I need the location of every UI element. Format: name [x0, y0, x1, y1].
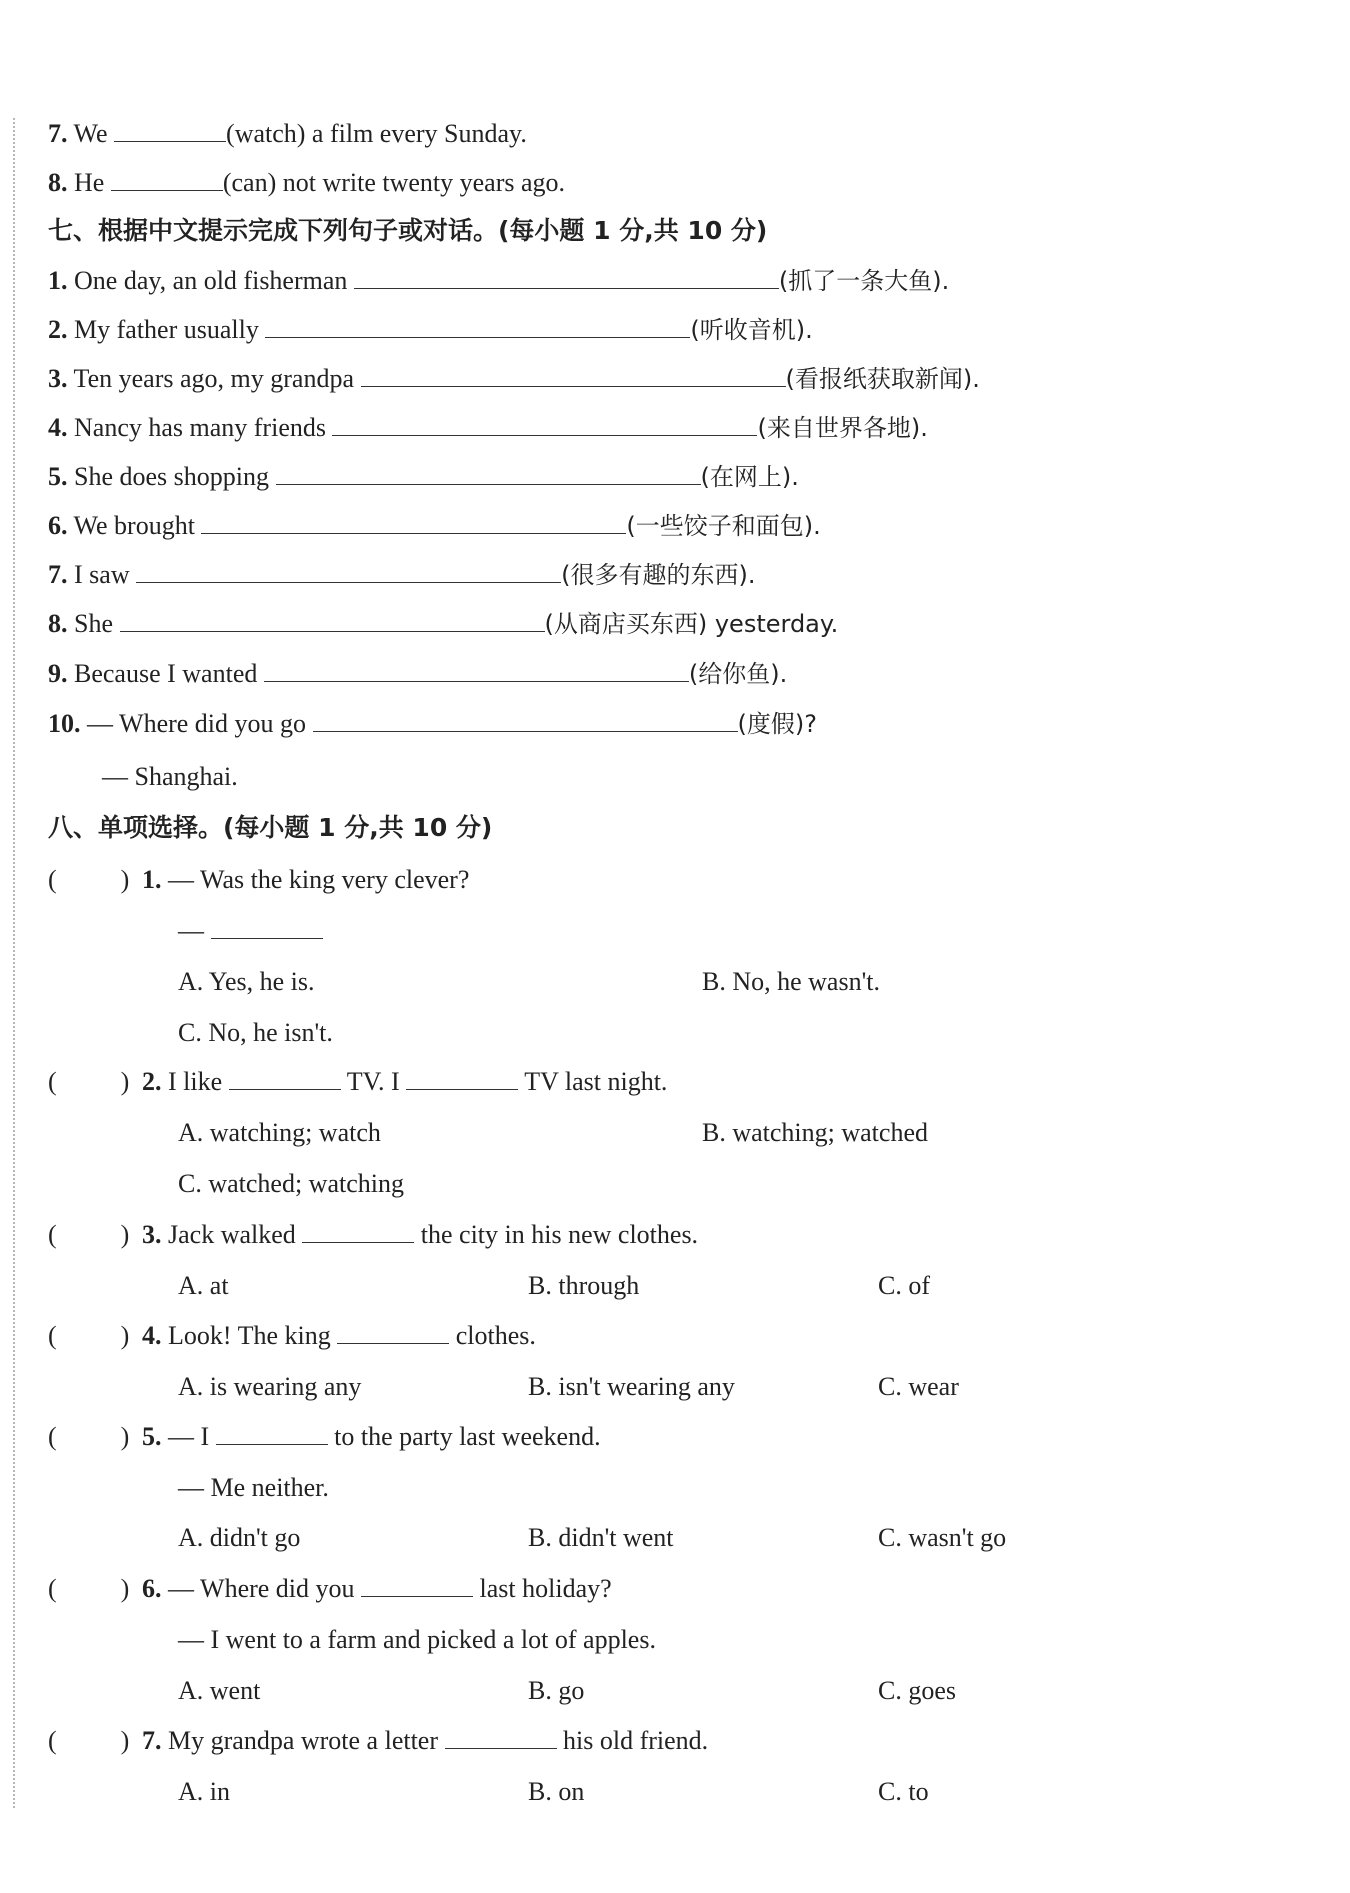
- option-b[interactable]: B. No, he wasn't.: [702, 967, 881, 996]
- answer-blank[interactable]: [211, 914, 323, 939]
- dialogue-answer: — Shanghai.: [102, 762, 238, 791]
- section-heading: 八、单项选择。(每小题 1 分,共 10 分): [48, 813, 493, 842]
- answer-blank[interactable]: [445, 1724, 557, 1749]
- answer-bracket[interactable]: ( ): [48, 1321, 130, 1350]
- section-heading: 七、根据中文提示完成下列句子或对话。(每小题 1 分,共 10 分): [48, 216, 768, 245]
- question-row: 6. — Where did you last holiday?: [142, 1574, 612, 1603]
- answer-blank[interactable]: [313, 707, 738, 732]
- answer-bracket[interactable]: ( ): [48, 1726, 130, 1755]
- option-b[interactable]: B. go: [528, 1676, 585, 1705]
- margin-divider: [13, 118, 15, 1808]
- answer-blank[interactable]: [406, 1065, 518, 1090]
- answer-blank[interactable]: [111, 166, 223, 191]
- option-b[interactable]: B. on: [528, 1777, 585, 1806]
- option-a[interactable]: A. Yes, he is.: [178, 967, 315, 996]
- option-c[interactable]: C. of: [878, 1271, 930, 1300]
- answer-bracket[interactable]: ( ): [48, 1422, 130, 1451]
- option-b[interactable]: B. watching; watched: [702, 1118, 928, 1147]
- answer-blank[interactable]: [276, 460, 701, 485]
- answer-blank[interactable]: [354, 264, 779, 289]
- option-b[interactable]: B. isn't wearing any: [528, 1372, 735, 1401]
- option-c[interactable]: C. watched; watching: [178, 1169, 404, 1198]
- answer-blank[interactable]: [264, 657, 689, 682]
- answer-bracket[interactable]: ( ): [48, 1220, 130, 1249]
- answer-blank[interactable]: [114, 117, 226, 142]
- answer-blank[interactable]: [302, 1218, 414, 1243]
- dialogue-reply: — Me neither.: [178, 1473, 329, 1502]
- answer-blank[interactable]: [216, 1420, 328, 1445]
- answer-blank[interactable]: [332, 411, 757, 436]
- answer-blank[interactable]: [337, 1319, 449, 1344]
- question-row: 10. — Where did you go (度假)?: [48, 709, 818, 738]
- answer-blank[interactable]: [229, 1065, 341, 1090]
- question-row: 4. Look! The king clothes.: [142, 1321, 536, 1350]
- answer-bracket[interactable]: ( ): [48, 1067, 130, 1096]
- option-a[interactable]: A. didn't go: [178, 1523, 301, 1552]
- question-row: 1. One day, an old fisherman (抓了一条大鱼).: [48, 266, 950, 295]
- question-row: 7. We (watch) a film every Sunday.: [48, 119, 527, 148]
- answer-bracket[interactable]: ( ): [48, 1574, 130, 1603]
- option-a[interactable]: A. watching; watch: [178, 1118, 381, 1147]
- question-row: 8. She (从商店买东西) yesterday.: [48, 609, 839, 638]
- question-row: 7. My grandpa wrote a letter his old friend.: [142, 1726, 709, 1755]
- question-row: 5. — I to the party last weekend.: [142, 1422, 601, 1451]
- option-c[interactable]: C. goes: [878, 1676, 956, 1705]
- question-row: 2. My father usually (听收音机).: [48, 315, 813, 344]
- answer-blank[interactable]: [120, 607, 545, 632]
- option-c[interactable]: C. to: [878, 1777, 929, 1806]
- question-row: 7. I saw (很多有趣的东西).: [48, 560, 756, 589]
- question-row: 9. Because I wanted (给你鱼).: [48, 659, 788, 688]
- option-c[interactable]: C. wear: [878, 1372, 959, 1401]
- option-a[interactable]: A. at: [178, 1271, 229, 1300]
- answer-blank[interactable]: [361, 362, 786, 387]
- option-b[interactable]: B. through: [528, 1271, 640, 1300]
- question-row: 2. I like TV. I TV last night.: [142, 1067, 668, 1096]
- question-row: 6. We brought (一些饺子和面包).: [48, 511, 821, 540]
- option-a[interactable]: A. is wearing any: [178, 1372, 362, 1401]
- question-row: 8. He (can) not write twenty years ago.: [48, 168, 566, 197]
- option-a[interactable]: A. went: [178, 1676, 261, 1705]
- answer-blank[interactable]: [136, 558, 561, 583]
- answer-bracket[interactable]: ( ): [48, 865, 130, 894]
- dialogue-reply: — I went to a farm and picked a lot of apples.: [178, 1625, 656, 1654]
- question-row: 5. She does shopping (在网上).: [48, 462, 799, 491]
- option-a[interactable]: A. in: [178, 1777, 230, 1806]
- question-row: 1. — Was the king very clever?: [142, 865, 470, 894]
- option-c[interactable]: C. No, he isn't.: [178, 1018, 333, 1047]
- option-b[interactable]: B. didn't went: [528, 1523, 674, 1552]
- option-c[interactable]: C. wasn't go: [878, 1523, 1007, 1552]
- answer-blank[interactable]: [265, 313, 690, 338]
- question-row: 4. Nancy has many friends (来自世界各地).: [48, 413, 928, 442]
- question-row: 3. Jack walked the city in his new clothes.: [142, 1220, 699, 1249]
- answer-blank[interactable]: [201, 509, 626, 534]
- dialogue-reply: —: [178, 914, 323, 948]
- answer-blank[interactable]: [361, 1572, 473, 1597]
- question-row: 3. Ten years ago, my grandpa (看报纸获取新闻).: [48, 364, 980, 393]
